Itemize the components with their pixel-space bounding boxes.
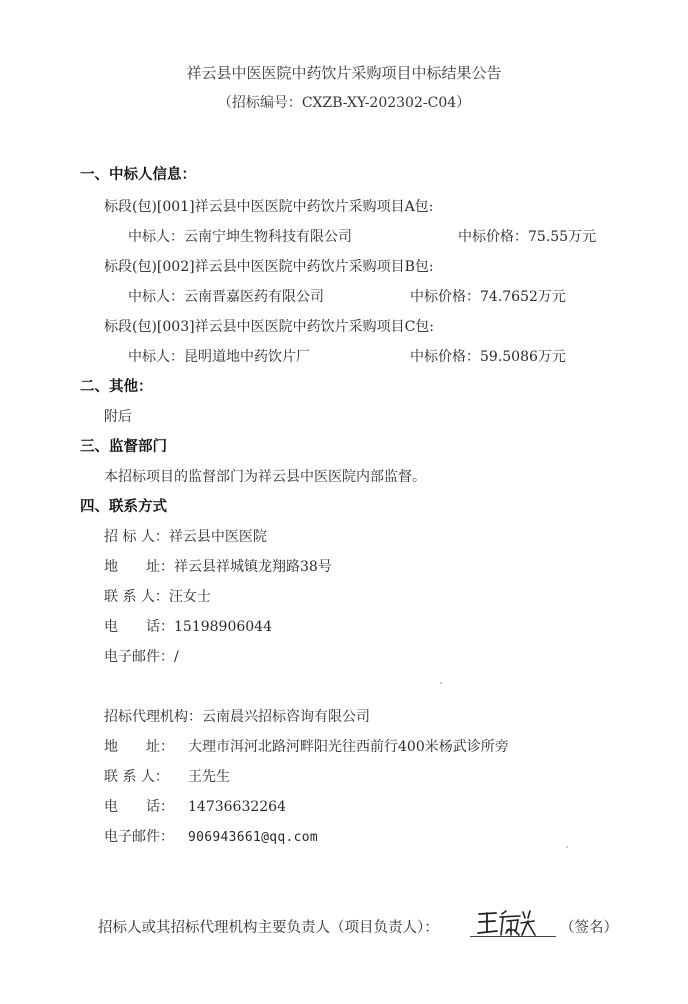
field-value: 14736632264 — [188, 799, 286, 815]
field-value: 汪女士 — [168, 589, 211, 605]
winner-name: 云南宁坤生物科技有限公司 — [184, 229, 352, 245]
field-label: 联 系 人： — [104, 589, 169, 605]
field-label: 招 标 人： — [104, 529, 169, 545]
field-label: 地 址： — [104, 739, 174, 755]
price-value: 74.7652万元 — [480, 289, 566, 305]
tenderer-contact-row — [104, 588, 211, 606]
other-text: 附后 — [104, 409, 132, 425]
package-c-price-row — [410, 348, 566, 366]
scan-speck — [566, 846, 568, 848]
tenderer-phone-row — [104, 618, 272, 636]
package-b-price-row — [410, 288, 566, 306]
winner-label: 中标人： — [128, 289, 184, 305]
signature-underline — [470, 936, 556, 937]
package-a-winner-row — [128, 228, 352, 246]
field-value: 906943661@qq.com — [188, 830, 319, 845]
winner-label: 中标人： — [128, 349, 184, 365]
tenderer-name-row — [104, 528, 267, 546]
section-heading-contact: 四、联系方式 — [80, 499, 167, 515]
tenderer-address-row — [104, 558, 332, 576]
package-c-winner-row — [128, 348, 310, 366]
price-value: 75.55万元 — [528, 229, 597, 245]
field-label: 电 话： — [104, 799, 174, 815]
agency-address-row — [104, 738, 509, 756]
field-value: 大理市洱河北路河畔阳光往西前行400米杨武诊所旁 — [188, 739, 509, 755]
agency-contact-row — [104, 768, 230, 786]
scan-speck — [440, 682, 442, 684]
package-b-winner-row — [128, 288, 324, 306]
package-c-label: 标段(包)[003]祥云县中医医院中药饮片采购项目C包: — [104, 319, 434, 335]
agency-name-row — [104, 708, 370, 726]
price-label: 中标价格： — [458, 229, 528, 245]
field-value: 祥云县中医医院 — [168, 529, 267, 545]
price-value: 59.5086万元 — [480, 349, 566, 365]
agency-phone-row — [104, 798, 286, 816]
supervision-text: 本招标项目的监督部门为祥云县中医医院内部监督。 — [104, 469, 426, 485]
field-value: 云南晨兴招标咨询有限公司 — [202, 709, 370, 725]
winner-name: 昆明道地中药饮片厂 — [184, 349, 310, 365]
agency-email-row — [104, 828, 318, 847]
winner-label: 中标人： — [128, 229, 184, 245]
package-a-price-row — [458, 228, 596, 246]
field-value: 王先生 — [188, 769, 230, 785]
price-label: 中标价格： — [410, 349, 480, 365]
section-heading-supervision: 三、监督部门 — [80, 439, 167, 455]
field-value: / — [174, 649, 179, 665]
field-label: 电 话： — [104, 619, 174, 635]
field-value: 15198906044 — [174, 619, 272, 635]
document-title: 祥云县中医医院中药饮片采购项目中标结果公告 — [186, 64, 502, 82]
tender-number: （招标编号：CXZB-XY-202302-C04） — [217, 95, 471, 111]
winner-name: 云南晋嘉医药有限公司 — [184, 289, 324, 305]
field-label: 电子邮件： — [104, 829, 174, 845]
field-label: 联 系 人： — [104, 769, 169, 785]
tenderer-email-row — [104, 648, 179, 666]
field-label: 地 址： — [104, 559, 174, 575]
handwritten-signature — [476, 908, 536, 938]
signature-suffix: （签名） — [560, 920, 618, 936]
price-label: 中标价格： — [410, 289, 480, 305]
section-heading-winners: 一、中标人信息： — [80, 167, 196, 183]
package-b-label: 标段(包)[002]祥云县中医医院中药饮片采购项目B包: — [104, 259, 434, 275]
field-label: 招标代理机构： — [104, 709, 202, 725]
field-value: 祥云县祥城镇龙翔路38号 — [174, 559, 332, 575]
field-label: 电子邮件： — [104, 649, 174, 665]
section-heading-other: 二、其他： — [80, 379, 153, 395]
package-a-label: 标段(包)[001]祥云县中医医院中药饮片采购项目A包: — [104, 199, 434, 215]
signature-label: 招标人或其招标代理机构主要负责人（项目负责人）： — [98, 920, 439, 936]
